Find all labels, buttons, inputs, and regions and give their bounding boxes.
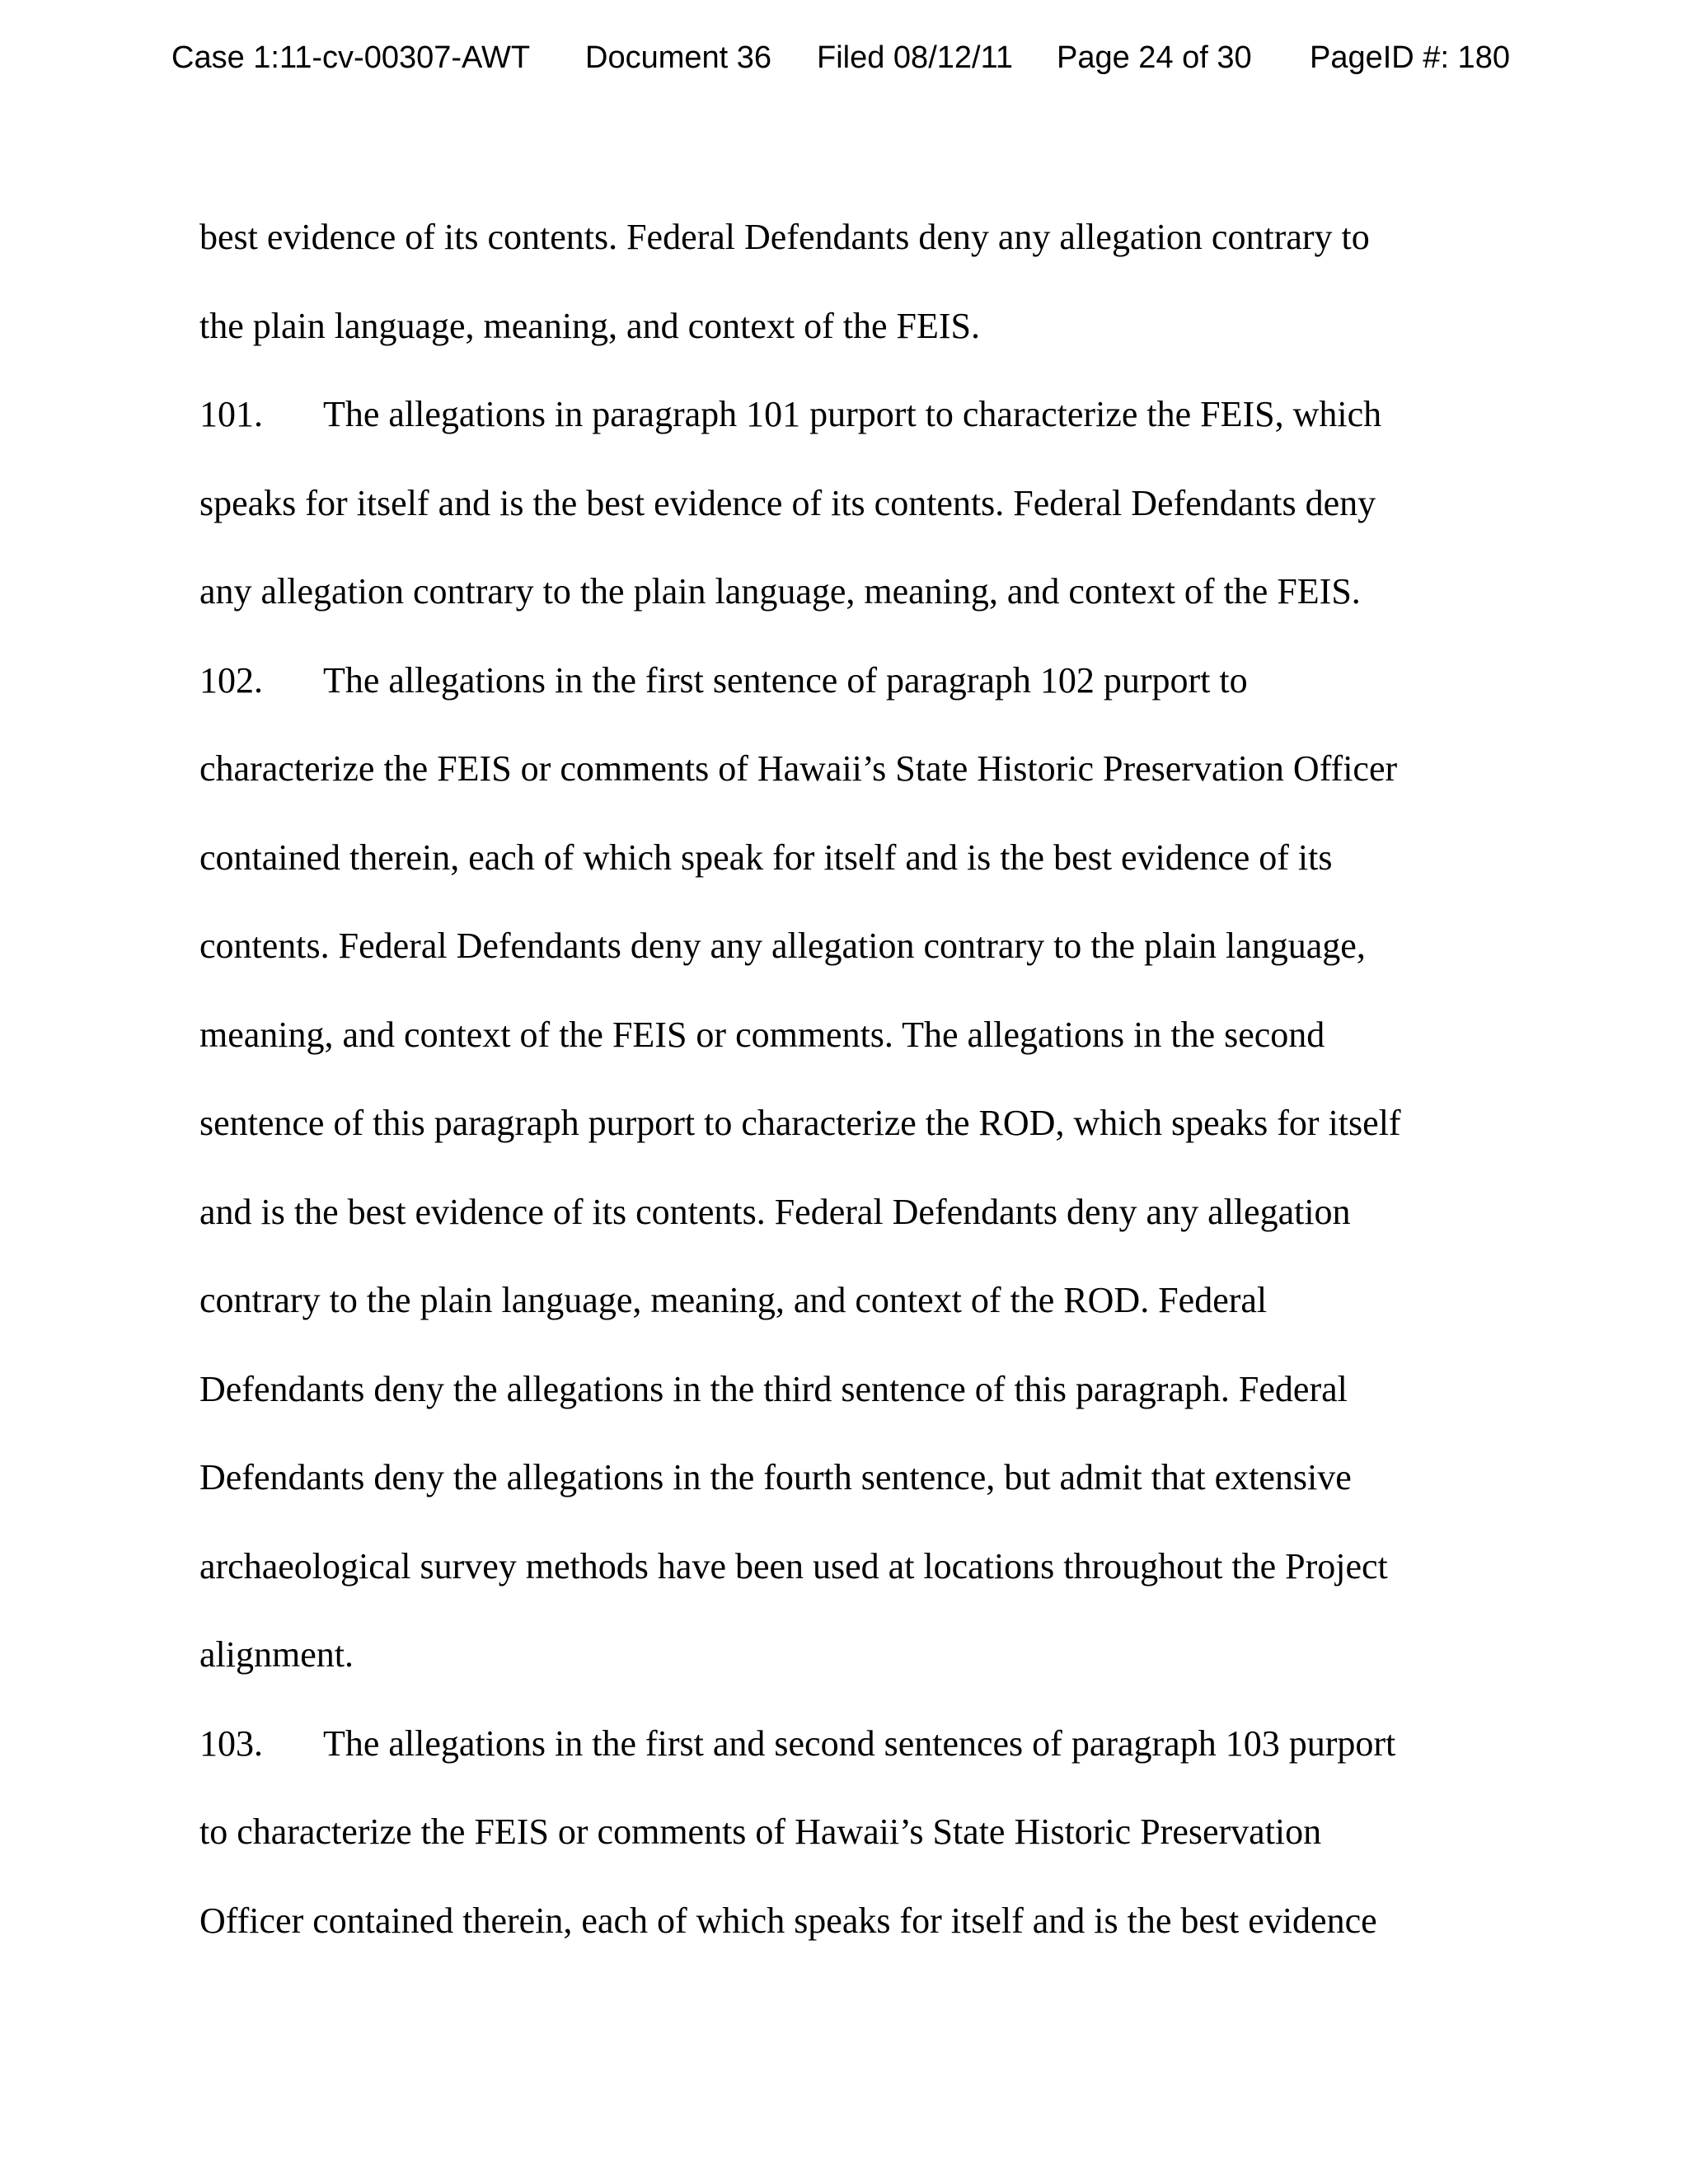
- document-number: Document 36: [585, 40, 772, 75]
- paragraph-number: 103.: [199, 1722, 263, 1764]
- case-number: Case 1:11-cv-00307-AWT: [171, 40, 531, 75]
- text-line: alignment.: [199, 1634, 354, 1675]
- document-header: [171, 35, 1523, 81]
- text-line: The allegations in the first and second sentences of paragraph 103 purport: [323, 1722, 1396, 1764]
- text-line: Officer contained therein, each of which speaks for itself and is the best evidence: [199, 1900, 1377, 1941]
- page-id: PageID #: 180: [1310, 40, 1510, 75]
- paragraph-number: 102.: [199, 659, 263, 701]
- paragraph-number: 101.: [199, 394, 263, 434]
- filed-date: Filed 08/12/11: [817, 40, 1014, 75]
- text-line: best evidence of its contents. Federal Defendants deny any allegation contrary to: [199, 217, 1370, 257]
- text-line: contained therein, each of which speak for itself and is the best evidence of its: [199, 837, 1333, 878]
- text-line: any allegation contrary to the plain language, meaning, and context of the FEIS.: [199, 571, 1361, 612]
- text-line: Defendants deny the allegations in the fourth sentence, but admit that extensive: [199, 1457, 1352, 1497]
- text-line: The allegations in paragraph 101 purport to characterize the FEIS, which: [323, 394, 1382, 434]
- paragraph-102-first-line: [199, 636, 1518, 725]
- text-line: sentence of this paragraph purport to characterize the ROD, which speaks for itself: [199, 1103, 1401, 1143]
- text-line: contents. Federal Defendants deny any allegation contrary to the plain language,: [199, 926, 1366, 966]
- text-line: and is the best evidence of its contents. Federal Defendants deny any allegation: [199, 1191, 1351, 1232]
- text-line: the plain language, meaning, and context of the FEIS.: [199, 305, 980, 346]
- text-line: speaks for itself and is the best evidence of its contents. Federal Defendants deny: [199, 482, 1376, 523]
- text-line: The allegations in the first sentence of paragraph 102 purport to: [323, 659, 1248, 701]
- paragraph-101-first-line: [199, 370, 1518, 459]
- text-line: contrary to the plain language, meaning, and context of the ROD. Federal: [199, 1280, 1268, 1320]
- document-body: [199, 193, 1518, 1965]
- text-line: meaning, and context of the FEIS or comments. The allegations in the second: [199, 1014, 1325, 1055]
- text-line: to characterize the FEIS or comments of Hawaii’s State Historic Preservation: [199, 1811, 1322, 1852]
- paragraph-103-first-line: [199, 1699, 1518, 1788]
- text-line: characterize the FEIS or comments of Hawaii’s State Historic Preservation Officer: [199, 748, 1398, 789]
- page-number: Page 24 of 30: [1057, 40, 1252, 75]
- text-line: archaeological survey methods have been used at locations throughout the Project: [199, 1545, 1388, 1586]
- text-line: Defendants deny the allegations in the third sentence of this paragraph. Federal: [199, 1368, 1348, 1409]
